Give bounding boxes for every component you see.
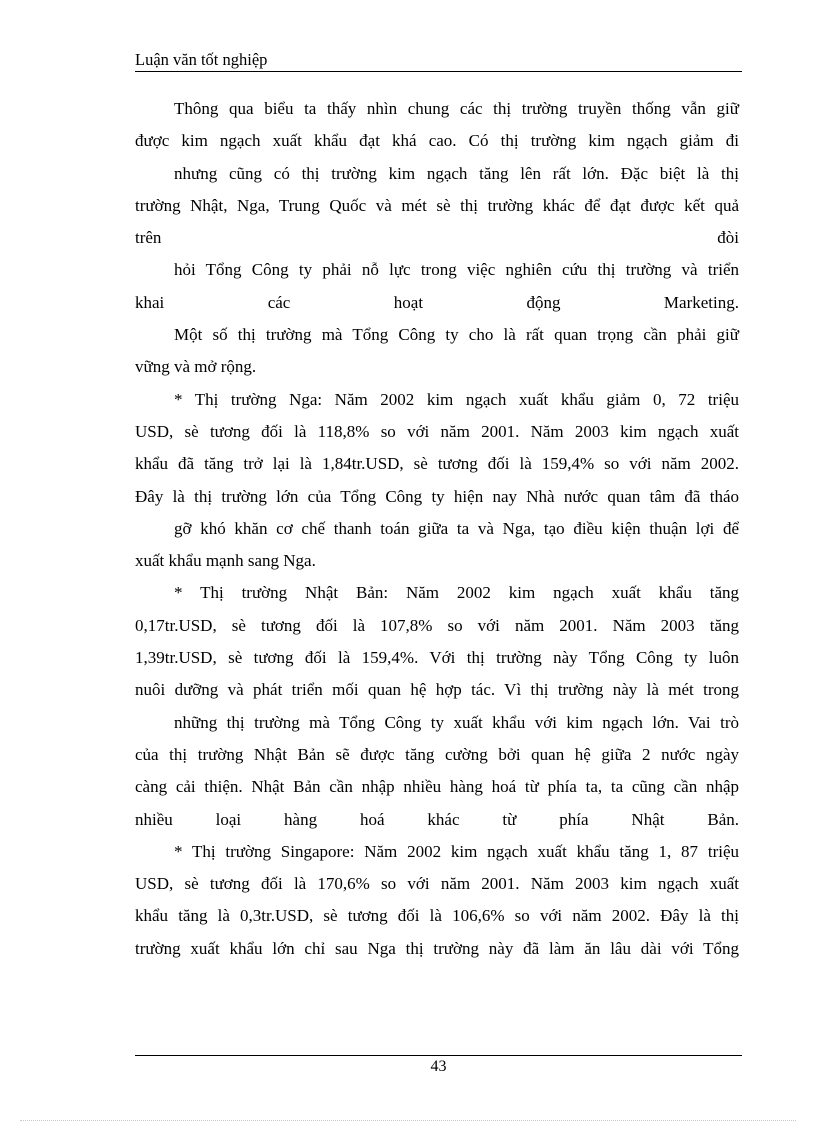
page-edge [20,1120,796,1121]
text-line: của thị trường Nhật Bản sẽ được tăng cường bởi quan hệ giữa 2 nước ngày [135,744,739,764]
text-line: khai các hoạt động Marketing. [135,292,739,312]
text-line: trên đòi [135,228,739,248]
text-line: nuôi dưỡng và phát triển mối quan hệ hợp tác. Vì thị trường này là mét trong [135,680,739,700]
text-line: những thị trường mà Tổng Công ty xuất khẩu với kim ngạch lớn. Vai trò [174,712,739,732]
text-line: Thông qua biểu ta thấy nhìn chung các thị trường truyền thống vẫn giữ [174,99,739,118]
text-line: USD, sè tương đối là 170,6% so với năm 2001. Năm 2003 kim ngạch xuất [135,874,739,894]
page-number: 43 [430,1058,447,1075]
text-line: nhiều loại hàng hoá khác từ phía Nhật Bản. [135,809,739,829]
text-line: Một số thị trường mà Tổng Công ty cho là rất quan trọng cần phải giữ [174,325,739,345]
body-text [135,93,739,965]
text-line: 0,17tr.USD, sè tương đối là 107,8% so với năm 2001. Năm 2003 tăng [135,615,739,635]
header-divider [135,71,742,72]
running-header: Luận văn tốt nghiệp [135,50,268,69]
text-line: vững và mở rộng. [135,357,257,377]
text-line: * Thị trường Nga: Năm 2002 kim ngạch xuất khẩu giảm 0, 72 triệu [174,389,739,409]
text-line: được kim ngạch xuất khẩu đạt khá cao. Có thị trường kim ngạch giảm đi [135,131,739,151]
text-line: nhưng cũng có thị trường kim ngạch tăng lên rất lớn. Đặc biệt là thị [174,163,739,183]
text-line: gỡ khó khăn cơ chế thanh toán giữa ta và Nga, tạo điều kiện thuận lợi để [174,518,739,538]
text-line: USD, sè tương đối là 118,8% so với năm 2001. Năm 2003 kim ngạch xuất [135,421,739,441]
text-line: khẩu đã tăng trở lại là 1,84tr.USD, sè tương đối là 159,4% so với năm 2002. [135,454,739,474]
text-line: 1,39tr.USD, sè tương đối là 159,4%. Với thị trường này Tổng Công ty luôn [135,648,739,668]
text-line: xuất khẩu mạnh sang Nga. [135,551,316,571]
text-line: Đây là thị trường lớn của Tổng Công ty hiện nay Nhà nước quan tâm đã tháo [135,486,739,506]
text-line: khẩu tăng là 0,3tr.USD, sè tương đối là 106,6% so với năm 2002. Đây là thị [135,906,739,926]
text-line: * Thị trường Singapore: Năm 2002 kim ngạch xuất khẩu tăng 1, 87 triệu [174,841,739,861]
text-line: trường xuất khẩu lớn chỉ sau Nga thị trường này đã làm ăn lâu dài với Tổng [135,938,739,958]
text-line: trường Nhật, Nga, Trung Quốc và mét sè thị trường khác để đạt được kết quả [135,195,739,215]
footer-divider [135,1055,742,1056]
text-line: hỏi Tổng Công ty phải nỗ lực trong việc nghiên cứu thị trường và triển [174,260,739,280]
text-line: * Thị trường Nhật Bản: Năm 2002 kim ngạch xuất khẩu tăng [174,583,739,603]
text-line: càng cải thiện. Nhật Bản cần nhập nhiều hàng hoá từ phía ta, ta cũng cần nhập [135,777,739,797]
